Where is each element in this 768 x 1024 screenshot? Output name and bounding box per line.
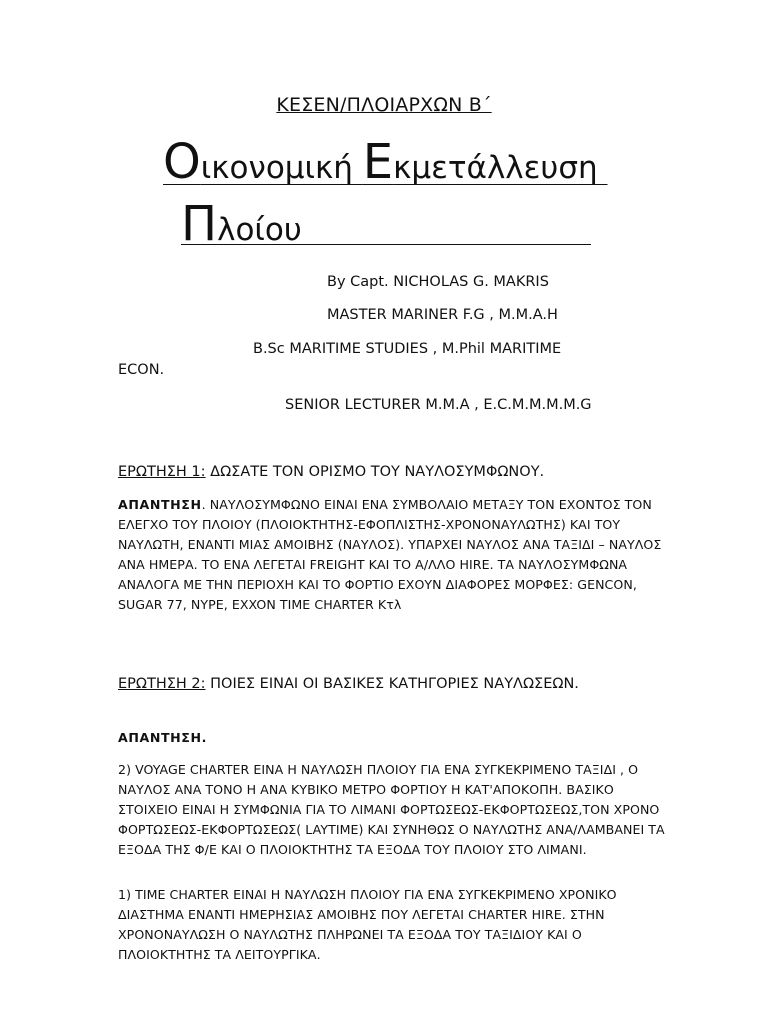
question-2-text: ΠΟΙΕΣ ΕΙΝΑΙ ΟΙ ΒΑΣΙΚΕΣ ΚΑΤΗΓΟΡΙΕΣ ΝΑΥΛΩΣΕΩΝ. bbox=[205, 676, 579, 692]
answer-1-text: . ΝΑΥΛΟΣΥΜΦΩΝΟ ΕΙΝΑΙ ΕΝΑ ΣΥΜΒΟΛΑΙΟ ΜΕΤΑΞΥ ΤΟΝ ΕΧΟΝΤΟΣ ΤΟΝ ΕΛΕΓΧΟ ΤΟΥ ΠΛΟΙΟΥ (ΠΛΟΙΟΚΤΗΤΗΣ-ΕΦΟΠΛΙΣΤΗΣ-ΧΡΟΝΟΝΑΥΛΩΤΗΣ) ΚΑΙ ΤΟΥ ΝΑΥΛΩΤΗ, ΕΝΑΝΤΙ ΜΙΑΣ ΑΜΟΙΒΗΣ (ΝΑΥΛΟΣ). ΥΠΑΡΧΕΙ ΝΑΥΛΟΣ ΑΝΑ ΤΑΞΙΔΙ – ΝΑΥΛΟΣ ΑΝΑ ΗΜΕΡΑ. ΤΟ ΕΝΑ ΛΕΓΕΤΑΙ FREIGHT ΚΑΙ ΤΟ Α/ΛΛΟ HIRE. ΤΑ ΝΑΥΛΟΣΥΜΦΩΝΑ ΑΝΑΛΟΓΑ ΜΕ ΤΗΝ ΠΕΡΙΟΧΗ ΚΑΙ ΤΟ ΦΟΡΤΙΟ ΕΧΟΥΝ ΔΙΑΦΟΡΕΣ ΜΟΡΦΕΣ: GENCON, SUGAR 77, NYPE, EXXON TIME CHARTER Κτλ bbox=[118, 497, 662, 612]
answer-2-item-time-charter: 1) TIME CHARTER ΕΙΝΑΙ Η ΝΑΥΛΩΣΗ ΠΛΟΙΟΥ ΓΙΑ ΕΝΑ ΣΥΓΚΕΚΡΙΜΕΝΟ ΧΡΟΝΙΚΟ ΔΙΑΣΤΗΜΑ ΕΝΑΝΤΙ ΗΜΕΡΗΣΙΑΣ ΑΜΟΙΒΗΣ ΠΟΥ ΛΕΓΕΤΑΙ CHARTER HIRE. ΣΤΗΝ ΧΡΟΝΟΝΑΥΛΩΣΗ Ο ΝΑΥΛΩΤΗΣ ΠΛΗΡΩΝΕΙ ΤΑ ΕΞΟΔΑ ΤΟΥ ΤΑΞΙΔΙΟΥ ΚΑΙ Ο ΠΛΟΙΟΚΤΗΤΗΣ ΤΑ ΛΕΙΤΟΥΡΓΙΚΑ. bbox=[118, 887, 617, 962]
title-word-1-rest: ικονομική bbox=[200, 150, 363, 186]
question-1-label: ΕΡΩΤΗΣΗ 1 bbox=[118, 464, 201, 480]
author-degrees: B.Sc MARITIME STUDIES , M.Phil MARITIME bbox=[253, 341, 562, 357]
question-2 bbox=[118, 674, 678, 694]
answer-1-label: ΑΠΑΝΤΗΣΗ bbox=[118, 497, 202, 512]
question-1 bbox=[118, 462, 678, 482]
title-word-3-rest: λοίου bbox=[217, 212, 302, 248]
answer-2-label: ΑΠΑΝΤΗΣΗ. bbox=[118, 730, 208, 745]
course-heading: ΚΕΣΕΝ/ΠΛΟΙΑΡΧΩΝ Β΄ bbox=[276, 94, 492, 116]
answer-1 bbox=[118, 495, 666, 615]
author-rank: MASTER MARINER F.G , M.M.A.H bbox=[327, 307, 558, 323]
author-position: SENIOR LECTURER M.M.A , E.C.M.M.M.M.G bbox=[285, 397, 592, 413]
author-degrees-continued: ECON. bbox=[118, 362, 165, 378]
author-name: By Capt. NICHOLAS G. MAKRIS bbox=[327, 274, 549, 290]
question-1-colon: : bbox=[200, 464, 206, 480]
title-word-2-rest: κμετάλλευση bbox=[393, 150, 608, 186]
question-2-label: ΕΡΩΤΗΣΗ 2: bbox=[118, 676, 206, 692]
title-underline-rule bbox=[181, 244, 591, 245]
title-initial-e: Ε bbox=[362, 134, 394, 190]
title-line-1 bbox=[163, 134, 608, 190]
title-initial-o: Ο bbox=[163, 134, 201, 190]
answer-2-item-voyage-charter: 2) VOYAGE CHARTER ΕΙΝΑ Η ΝΑΥΛΩΣΗ ΠΛΟΙΟΥ ΓΙΑ ΕΝΑ ΣΥΓΚΕΚΡΙΜΕΝΟ ΤΑΞΙΔΙ , Ο ΝΑΥΛΟΣ ΑΝΑ ΤΟΝΟ Η ΑΝΑ ΚΥΒΙΚΟ ΜΕΤΡΟ ΦΟΡΤΙΟΥ Η ΚΑΤ'ΑΠΟΚΟΠΗ. ΒΑΣΙΚΟ ΣΤΟΙΧΕΙΟ ΕΙΝΑΙ Η ΣΥΜΦΩΝΙΑ ΓΙΑ ΤΟ ΛΙΜΑΝΙ ΦΟΡΤΩΣΕΩΣ-ΕΚΦΟΡΤΩΣΕΩΣ,ΤΟΝ ΧΡΟΝΟ ΦΟΡΤΩΣΕΩΣ-ΕΚΦΟΡΤΩΣΕΩΣ( LAYTIME) ΚΑΙ ΣΥΝΗΘΩΣ Ο ΝΑΥΛΩΤΗΣ ΑΝΑ/ΛΑΜΒΑΝΕΙ ΤΑ ΕΞΟΔΑ ΤΗΣ Φ/Ε ΚΑΙ Ο ΠΛΟΙΟΚΤΗΤΗΣ ΤΑ ΕΞΟΔΑ ΤΟΥ ΠΛΟΙΟΥ ΣΤΟ ΛΙΜΑΝΙ. bbox=[118, 762, 665, 857]
title-initial-p: Π bbox=[181, 196, 218, 252]
question-1-text: ΔΩΣΑΤΕ ΤΟΝ ΟΡΙΣΜΟ ΤΟΥ ΝΑΥΛΟΣΥΜΦΩΝΟΥ. bbox=[205, 464, 545, 480]
